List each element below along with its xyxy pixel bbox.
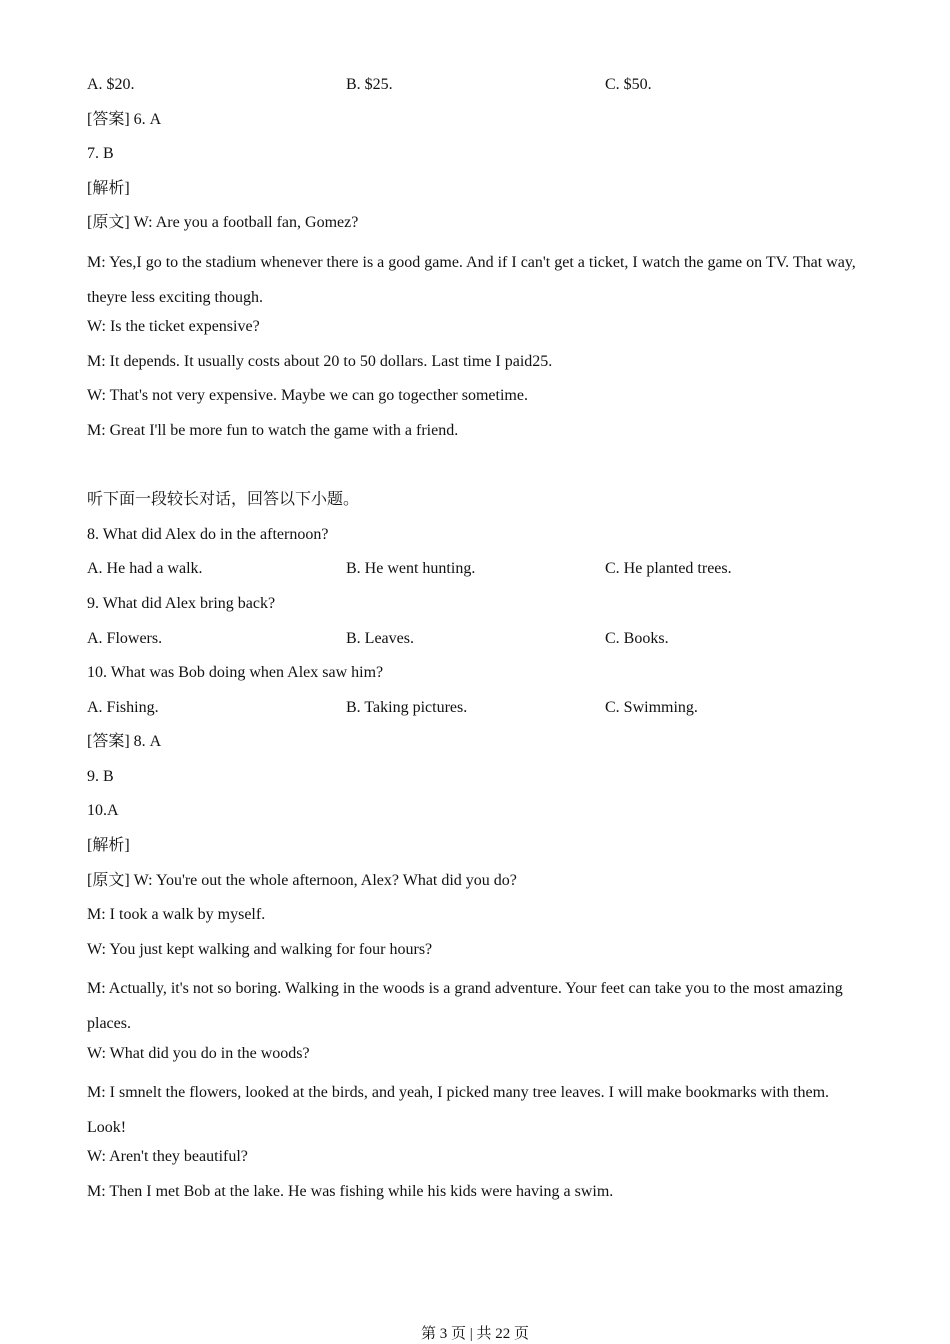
options-row-q10 xyxy=(87,696,867,731)
page-content xyxy=(87,73,867,1215)
transcript-line: M: Yes,I go to the stadium whenever there is a good game. And if I can't get a ticket, I watch the game on TV. That way, theyre less exciting though. xyxy=(87,253,856,306)
transcript-line: M: I took a walk by myself. xyxy=(87,906,266,924)
options-row-q7 xyxy=(87,73,867,108)
transcript-line: M: It depends. It usually costs about 20 to 50 dollars. Last time I paid25. xyxy=(87,352,553,370)
transcript-line: M: I smnelt the flowers, looked at the birds, and yeah, I picked many tree leaves. I will make bookmarks with them. Look! xyxy=(87,1084,830,1136)
spacer xyxy=(87,454,867,489)
transcript-line: [原文] W: You're out the whole afternoon, Alex? What did you do? xyxy=(87,871,517,889)
option-a: A. Flowers. xyxy=(87,629,163,647)
analysis-label: [解析] xyxy=(87,837,130,855)
answer-line: [答案] 6. A xyxy=(87,110,162,128)
page-footer: 第 3 页 | 共 22 页 xyxy=(420,1326,529,1342)
options-row-q8 xyxy=(87,557,867,592)
option-c: C. $50. xyxy=(605,76,652,93)
option-c: C. Swimming. xyxy=(605,698,698,716)
option-a: A. He had a walk. xyxy=(87,560,203,578)
option-a: A. $20. xyxy=(87,76,135,93)
answer-line: 9. B xyxy=(87,767,114,785)
answer-line: 10.A xyxy=(87,802,119,820)
answer-line: 7. B xyxy=(87,145,114,163)
transcript-line: M: Actually, it's not so boring. Walking in the woods is a grand adventure. Your feet can take you to the most amazing places. xyxy=(87,980,843,1033)
section-instruction: 听下面一段较长对话，回答以下小题。 xyxy=(87,491,360,509)
option-c: C. He planted trees. xyxy=(605,560,732,578)
option-c: C. Books. xyxy=(605,629,669,647)
option-b: B. Leaves. xyxy=(346,629,414,647)
transcript-line: W: You just kept walking and walking for four hours? xyxy=(87,940,433,958)
answer-line: [答案] 8. A xyxy=(87,733,162,751)
option-a: A. Fishing. xyxy=(87,698,159,716)
option-b: B. He went hunting. xyxy=(346,560,476,578)
transcript-line: M: Then I met Bob at the lake. He was fishing while his kids were having a swim. xyxy=(87,1183,614,1200)
transcript-line: W: Is the ticket expensive? xyxy=(87,318,260,336)
transcript-line: W: That's not very expensive. Maybe we can go togecther sometime. xyxy=(87,387,528,405)
transcript-line: W: Aren't they beautiful? xyxy=(87,1148,248,1166)
question-text: 10. What was Bob doing when Alex saw him? xyxy=(87,664,384,682)
option-b: B. Taking pictures. xyxy=(346,698,468,716)
question-text: 9. What did Alex bring back? xyxy=(87,594,276,612)
options-row-q9 xyxy=(87,627,867,662)
analysis-label: [解析] xyxy=(87,179,130,197)
option-b: B. $25. xyxy=(346,76,393,93)
transcript-line: [原文] W: Are you a football fan, Gomez? xyxy=(87,214,359,232)
question-text: 8. What did Alex do in the afternoon? xyxy=(87,525,329,543)
transcript-line: M: Great I'll be more fun to watch the game with a friend. xyxy=(87,421,459,439)
transcript-line: W: What did you do in the woods? xyxy=(87,1044,310,1062)
